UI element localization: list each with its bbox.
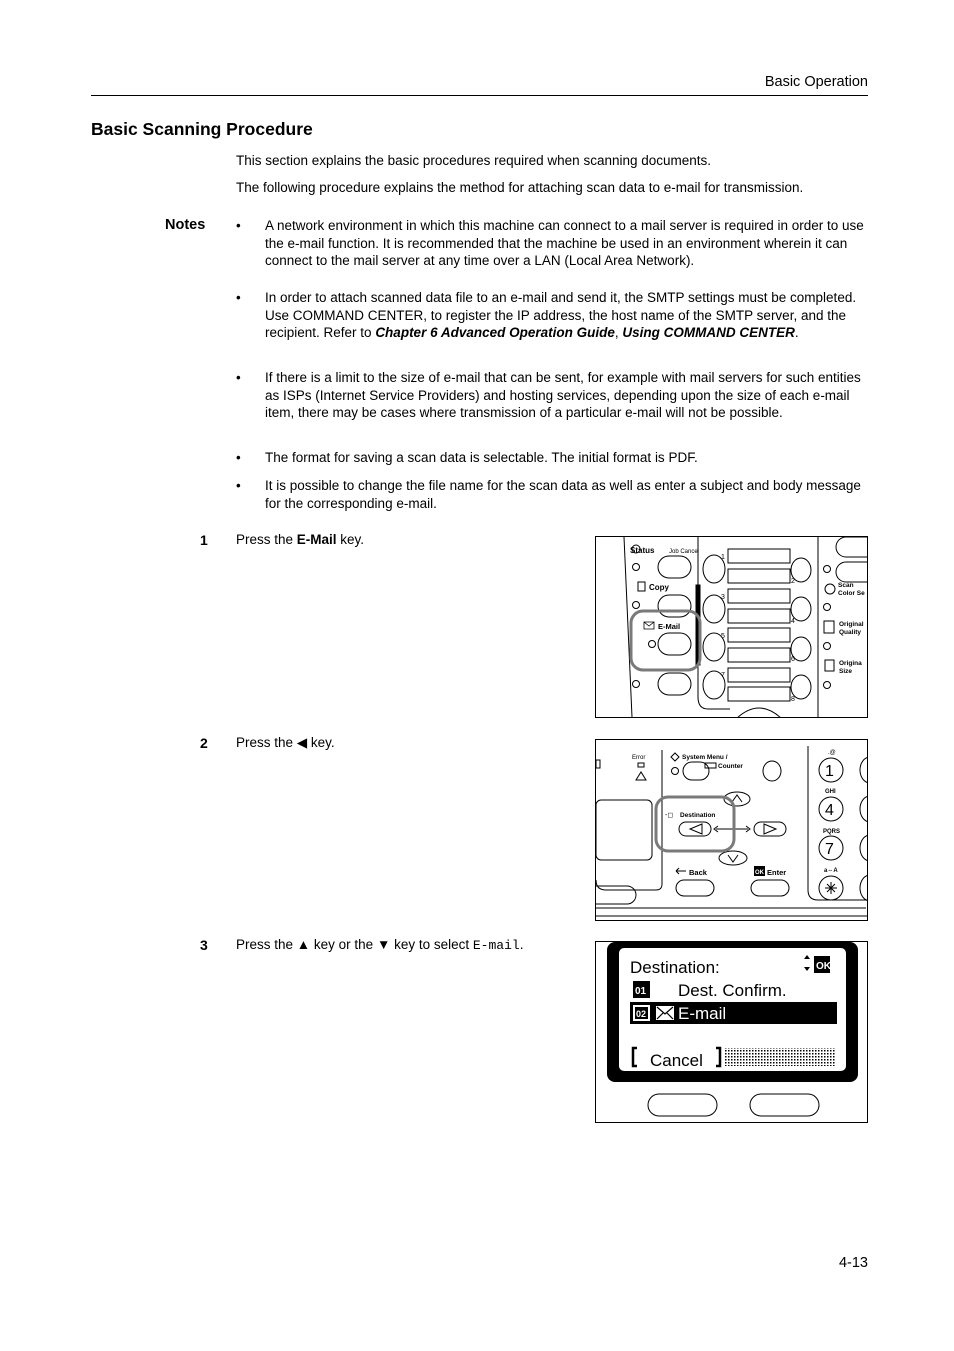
scan-label: Scan [838,582,854,589]
copy-label: Copy [649,583,669,592]
bullet-marker: • [236,478,241,493]
note-item-2-text: In order to attach scanned data file to an e-mail and send it, the SMTP settings must be completed. Use COMMAND CENTER, to register the IP address, the host name of the SMTP server, and the recipient. Refer to [265,290,857,340]
email-key-highlight [631,611,700,670]
scan-color-icon [825,584,835,594]
warning-icon [636,772,646,780]
cross-reference-chapter: Chapter 6 Advanced Operation Guide [375,325,615,340]
reference-period: . [794,325,799,340]
cross-reference-section: Using COMMAND CENTER [622,325,795,340]
back-icon [676,868,686,874]
page-number: 4-13 [838,1255,868,1271]
step-number: 2 [200,735,208,751]
job-cancel-label: Job Cancel [669,549,700,555]
step-number: 1 [200,532,208,548]
note-item-4: The format for saving a scan data is selectable. The initial format is PDF. [265,450,698,465]
section-title: Basic Scanning Procedure [91,119,313,139]
keypad-letters: GHI [825,789,836,795]
figure-lcd-screen [595,941,868,1123]
destination-label: Destination [680,812,716,819]
bullet-marker: • [236,218,241,233]
status-label: Status [630,546,655,555]
figure-email-key-panel [595,536,868,718]
asterisk-icon [825,882,837,894]
ok-badge-text: OK [816,961,831,972]
email-label: E-Mail [658,622,681,631]
reference-separator: , [614,325,623,340]
step-text: key. [336,532,365,547]
note-item-1: A network environment in which this machine can connect to a mail server is required in order to use the e-mail function. It is recommended that the machine be used in an environment wherein it can connect to the mail server at any time over a LAN (Local Area Network). [265,218,864,268]
header-rule [91,95,868,96]
step-1-instruction [236,531,364,549]
step-text: Press the [236,937,297,952]
empty-softkey-pattern [724,1048,835,1066]
bullet-marker: • [236,290,241,305]
note-item-2 [265,289,868,342]
left-softkey-button[interactable] [648,1094,717,1116]
one-touch-number: 8 [791,696,795,703]
cancel-softkey-label: Cancel [650,1051,703,1070]
bullet-marker: • [236,370,241,385]
counter-label: Counter [718,763,743,770]
figure-cursor-key-panel [595,739,868,921]
keypad-key-7: 7 [825,841,834,858]
keypad-letters: PQRS [823,829,841,835]
index-badge-text: 01 [635,986,647,997]
notes-label: Notes [165,217,206,233]
step-number: 3 [200,937,208,953]
note-item-5: It is possible to change the file name for the scan data as well as enter a subject and body message for the corresponding e-mail. [265,478,861,511]
down-arrow-symbol: ▼ [376,937,391,952]
system-menu-icon [671,753,679,761]
left-arrow-symbol: ◀ [296,735,308,750]
lcd-item-dest-confirm: Dest. Confirm. [678,981,787,1000]
display-value: E-mail [472,938,520,953]
step-3-instruction [236,936,523,955]
one-touch-number: 3 [721,594,725,601]
index-badge-text: 02 [636,1009,647,1019]
keypad-letters: a⇔A [824,868,838,874]
one-touch-number: 2 [791,578,795,585]
enter-label: Enter [767,868,787,877]
back-label: Back [689,868,707,877]
error-label: Error [632,755,646,761]
envelope-icon [644,622,654,629]
original-quality-label: Original [839,621,864,628]
lcd-item-email: E-mail [678,1004,727,1023]
one-touch-number: 6 [791,656,795,663]
step-text: key. [307,735,335,750]
original-size-icon [825,660,834,671]
color-select-label: Color Se [838,590,865,597]
step-text: . [519,937,524,952]
copy-icon [638,582,645,591]
step-2-instruction [236,734,335,752]
error-indicator [638,763,644,767]
lcd-title: Destination: [630,958,720,977]
keypad-key-4: 4 [825,802,834,819]
step-text: key to select [390,937,473,952]
keypad-letters: .@ [828,750,836,756]
key-name: E-Mail [296,532,337,547]
note-item-3: If there is a limit to the size of e-mail that can be sent, for example with mail servers for such entities as ISPs (Internet Service Providers) and hosting services, depending upon the size of each e-mail item, there may be cases where transmission of a particular e-mail will not be possible. [265,370,861,420]
intro-paragraph-1: This section explains the basic procedures required when scanning documents. [236,153,712,168]
original-quality-label: Quality [839,629,862,636]
step-text: Press the [236,532,297,547]
keypad-key-1: 1 [825,763,834,780]
step-text: Press the [236,735,297,750]
intro-paragraph-2: The following procedure explains the method for attaching scan data to e-mail for transmission. [236,180,804,195]
system-menu-label: System Menu / [682,754,728,761]
one-touch-number: 7 [721,672,725,679]
right-softkey-button[interactable] [750,1094,819,1116]
one-touch-number: 5 [721,633,725,640]
original-quality-icon [824,621,834,633]
enter-icon-text: OK [755,870,764,876]
one-touch-number: 4 [791,618,795,625]
step-text: key or the [310,937,377,952]
bullet-marker: • [236,450,241,465]
running-header: Basic Operation [764,74,868,90]
original-size-label: Size [839,668,853,675]
original-size-label: Origina [839,660,862,667]
left-key-highlight [656,797,734,851]
up-arrow-symbol: ▲ [296,937,311,952]
one-touch-number: 1 [721,554,725,561]
destination-icon: -◻ [665,812,674,819]
